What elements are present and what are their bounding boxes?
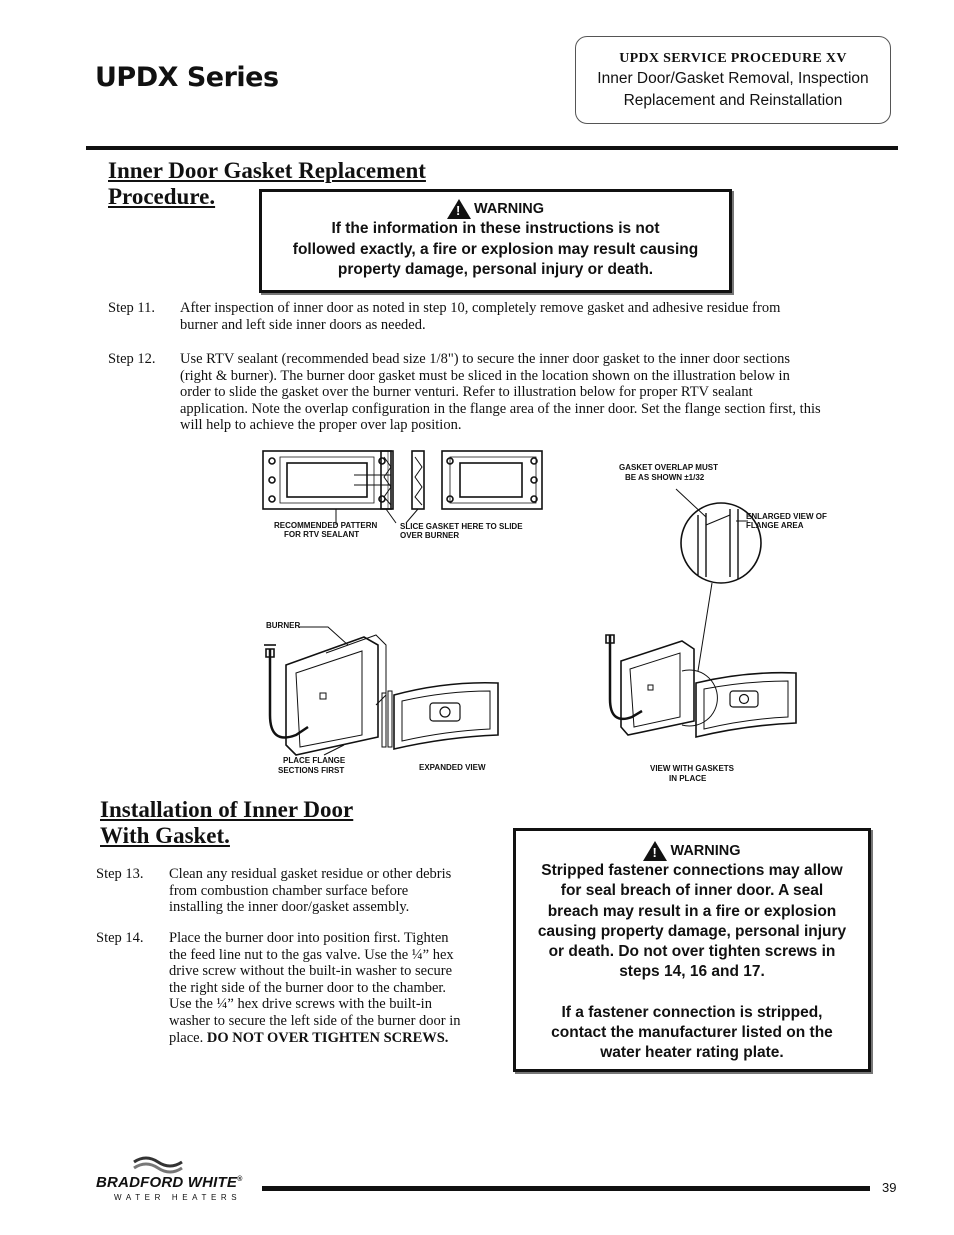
label-recommended-pattern: RECOMMENDED PATTERN xyxy=(274,521,378,530)
step-text-line: Use the ¼” hex drive screws with the built-in xyxy=(169,996,432,1013)
step-number: Step 14. xyxy=(96,930,144,946)
warning-line: Stripped fastener connections may allow xyxy=(541,862,843,879)
warning-title: WARNING xyxy=(670,843,741,859)
warning-box-2 xyxy=(513,828,871,1072)
warning-triangle-icon xyxy=(643,841,667,861)
warning-line: breach may result in a fire or explosion xyxy=(547,902,837,920)
warning-line: water heater rating plate. xyxy=(600,1044,784,1062)
burner-tube-right xyxy=(610,635,642,719)
warning-line: property damage, personal injury or death. xyxy=(337,261,654,278)
gasket-panel-left xyxy=(263,451,391,509)
step-text-line: Clean any residual gasket residue or other debris xyxy=(169,866,452,882)
step-text-line: order to slide the gasket over the burner venturi. Refer to illustration below for proper RTV sealant xyxy=(180,384,753,401)
label-in-place: IN PLACE xyxy=(669,774,707,783)
warning-title: WARNING xyxy=(473,201,545,217)
brand-name: BRADFORD WHITE xyxy=(96,1174,238,1191)
section2-heading-line1: Installation of Inner Door xyxy=(100,797,354,822)
procedure-subtitle-2: Replacement and Reinstallation xyxy=(623,92,843,109)
step-11 xyxy=(108,300,888,336)
header-divider xyxy=(86,146,898,150)
step-text-plain: place. xyxy=(169,1029,207,1046)
brand-logo-mark-icon xyxy=(132,1154,184,1176)
step-text-line: Use RTV sealant (recommended bead size 1/8") to secure the inner door gasket to the inner door sections xyxy=(180,351,790,367)
step-text-line: from combustion chamber surface before xyxy=(169,882,409,899)
step-text-line: Place the burner door into position first. Tighten xyxy=(169,930,449,946)
label-burner: BURNER xyxy=(266,621,301,630)
warning-line: followed exactly, a fire or explosion may result causing xyxy=(292,240,699,258)
step-text-line: washer to secure the left side of the burner door in xyxy=(169,1012,461,1029)
warning-triangle-icon xyxy=(447,199,471,219)
step-12 xyxy=(108,351,898,437)
step-text-line: the right side of the burner door to the chamber. xyxy=(169,979,447,996)
series-title: UPDX Series xyxy=(95,62,279,93)
warning-line: contact the manufacturer listed on the xyxy=(551,1024,833,1042)
section1-heading-line2: Procedure. xyxy=(108,184,216,209)
step-text-line: (right & burner). The burner door gasket must be sliced in the location shown on the illustration below in xyxy=(180,367,790,384)
registered-mark: ® xyxy=(237,1176,243,1183)
step-number: Step 12. xyxy=(108,351,156,367)
warning-line: steps 14, 16 and 17. xyxy=(619,963,765,981)
step-13 xyxy=(96,866,496,918)
section2-heading xyxy=(100,797,353,849)
label-overlap-tolerance: BE AS SHOWN ±1/32 xyxy=(625,473,705,482)
burner-tube-left xyxy=(270,649,308,738)
step-text-line: After inspection of inner door as noted in step 10, completely remove gasket and adhesive residue from xyxy=(180,300,781,316)
warning-line: If a fastener connection is stripped, xyxy=(561,1003,823,1021)
label-expanded-view: EXPANDED VIEW xyxy=(419,763,486,772)
step-text-line xyxy=(169,1030,499,1047)
gasket-panel-right xyxy=(442,451,542,509)
label-slice-gasket: SLICE GASKET HERE TO SLIDE xyxy=(400,522,523,531)
brand-tagline: WATER HEATERS xyxy=(114,1193,242,1202)
label-view-with-gaskets: VIEW WITH GASKETS xyxy=(650,764,734,773)
label-over-burner: OVER BURNER xyxy=(400,531,460,540)
section1-heading-line1: Inner Door Gasket Replacement xyxy=(108,158,426,183)
footer-divider xyxy=(262,1186,870,1191)
step-text-line: drive screw without the built-in washer to secure xyxy=(169,963,453,980)
step-text-line: the feed line nut to the gas valve. Use the ¼” hex xyxy=(169,946,454,963)
procedure-title: UPDX SERVICE PROCEDURE XV xyxy=(619,51,847,66)
warning-line: for seal breach of inner door. A seal xyxy=(560,882,824,900)
warning-box-1 xyxy=(259,189,732,293)
step-text-line: burner and left side inner doors as needed. xyxy=(180,316,426,333)
label-gasket-overlap: GASKET OVERLAP MUST xyxy=(619,463,718,472)
brand-logo xyxy=(96,1174,242,1191)
warning-line: causing property damage, personal injury xyxy=(537,922,847,940)
warning-line: If the information in these instructions is not xyxy=(331,220,660,237)
procedure-subtitle-1: Inner Door/Gasket Removal, Inspection xyxy=(597,70,869,87)
procedure-box xyxy=(575,36,891,124)
sealant-pattern-left xyxy=(287,463,367,497)
step-number: Step 13. xyxy=(96,866,144,882)
warning-line: or death. Do not over tighten screws in xyxy=(548,943,836,961)
step-number: Step 11. xyxy=(108,300,155,316)
gasket-illustration xyxy=(236,445,836,790)
label-rtv-sealant: FOR RTV SEALANT xyxy=(284,530,360,539)
step-text-line: will help to achieve the proper over lap position. xyxy=(180,417,462,434)
step-14 xyxy=(96,930,496,1050)
step-text-emphasis: DO NOT OVER TIGHTEN SCREWS. xyxy=(206,1029,449,1046)
label-place-flange: PLACE FLANGE xyxy=(283,756,346,765)
section2-heading-line2: With Gasket. xyxy=(100,823,230,848)
burner-door-right xyxy=(621,641,694,735)
label-enlarged-view: ENLARGED VIEW OF xyxy=(746,512,827,521)
page-number: 39 xyxy=(882,1180,897,1195)
label-flange-area: FLANGE AREA xyxy=(746,521,804,530)
step-text-line: application. Note the overlap configuration in the flange area of the inner door. Set the flange section first, this xyxy=(180,400,821,417)
label-sections-first: SECTIONS FIRST xyxy=(278,766,345,775)
step-text-line: installing the inner door/gasket assembly. xyxy=(169,899,410,916)
